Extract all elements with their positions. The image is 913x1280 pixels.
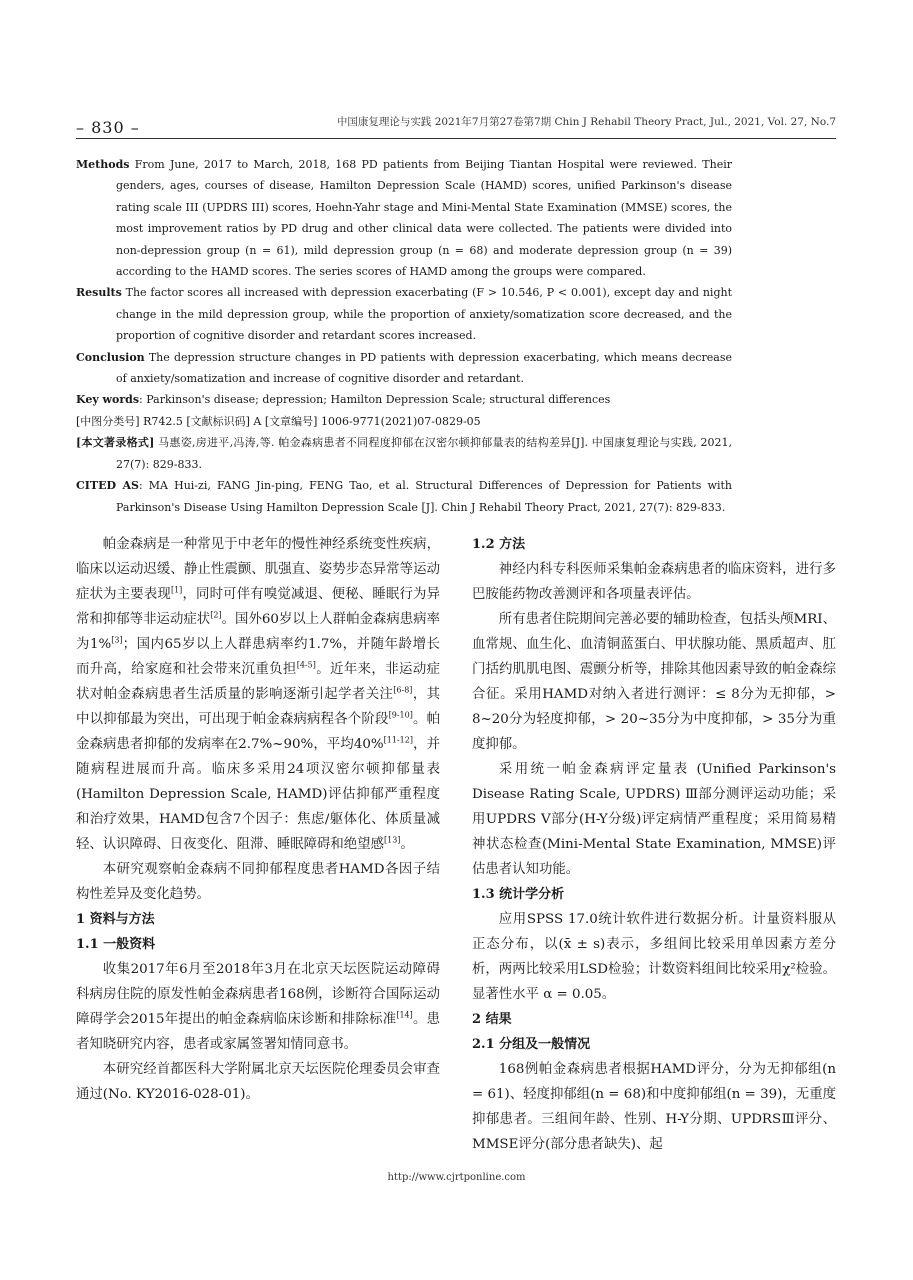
intro-paragraph-2: 本研究观察帕金森病不同抑郁程度患者HAMD各因子结构性差异及变化趋势。 xyxy=(76,862,440,902)
ethics-paragraph: 本研究经首都医科大学附属北京天坛医院伦理委员会审查通过(No. KY2016-028-01)。 xyxy=(76,1062,440,1102)
text-run: 收集2017年6月至2018年3月在北京天坛医院运动障碍科病房住院的原发性帕金森病患者168例，诊断符合国际运动障碍学会2015年提出的帕金森病临床诊断和排除标准 xyxy=(76,962,440,1027)
methods-paragraph-2: 所有患者住院期间完善必要的辅助检查，包括头颅MRI、血常规、血生化、血清铜蓝蛋白、甲状腺功能、黑质超声、肛门括约肌肌电图、震颤分析等，排除其他因素导致的帕金森综合征。采用HAMD对纳入者进行测评：≤ 8分为无抑郁，> 8~20分为轻度抑郁，> 20~35分为中度抑郁，> 35分为重度抑郁。 xyxy=(472,612,836,752)
intro-paragraph-1 xyxy=(76,532,440,857)
page-header xyxy=(76,110,836,139)
section-heading-2-1: 2.1 分组及一般情况 xyxy=(472,1037,591,1052)
results-label: Results xyxy=(76,286,122,300)
text-run: 。患者知晓研究内容，患者或家属签署知情同意书。 xyxy=(76,1012,441,1052)
keywords-label: Key words xyxy=(76,393,140,407)
reference-4-5[interactable]: [4-5] xyxy=(296,660,316,670)
cited-as-label: CITED AS xyxy=(76,479,139,493)
results-paragraph: 168例帕金森病患者根据HAMD评分，分为无抑郁组(n = 61)、轻度抑郁组(n = 68)和中度抑郁组(n = 39)，无重度抑郁患者。三组间年龄、性别、H-Y分期、UPDRSⅢ评分、MMSE评分(部分患者缺失)、起 xyxy=(472,1062,836,1152)
conclusion-text: The depression structure changes in PD patients with depression exacerbating, which means decrease of anxiety/somatization and increase of cognitive disorder and retardant. xyxy=(116,350,732,386)
methods-text: From June, 2017 to March, 2018, 168 PD patients from Beijing Tiantan Hospital were reviewed. Their genders, ages, courses of disease, Hamilton Depression Scale (HAMD) scores, unified Parkinson's disease rating scale III (UPDRS III) scores, Hoehn-Yahr stage and Mini-Mental State Examination (MMSE) scores, the most improvement ratios by PD drug and other clinical data were collected. The patients were divided into non-depression group (n = 61), mild depression group (n = 68) and moderate depression group (n = 39) according to the HAMD scores. The series scores of HAMD among the groups were compared. xyxy=(116,158,732,279)
reference-13[interactable]: [13] xyxy=(383,835,401,845)
general-data-paragraph xyxy=(76,957,440,1057)
section-heading-1-2: 1.2 方法 xyxy=(472,537,526,552)
cited-as-text: : MA Hui-zi, FANG Jin-ping, FENG Tao, et al. Structural Differences of Depression for Patients with Parkinson's Disease Using Hamilton Depression Scale [J]. Chin J Rehabil Theory Pract, 2021, 27(7): 829-833. xyxy=(116,479,732,514)
section-heading-2: 2 结果 xyxy=(472,1012,512,1027)
conclusion-label: Conclusion xyxy=(76,350,145,364)
reference-14[interactable]: [14] xyxy=(396,1010,413,1020)
text-run: 。国外60岁以上人群帕金森病患病率为1% xyxy=(76,612,440,652)
reference-9-10[interactable]: [9-10] xyxy=(388,710,413,720)
text-run: ，并随病程进展而升高。临床多采用24项汉密尔顿抑郁量表(Hamilton Depression Scale, HAMD)评估抑郁严重程度和治疗效果，HAMD包含7个因子：焦虑/躯体化、体质量减轻、认识障碍、日夜变化、阻滞、睡眠障碍和绝望感 xyxy=(76,737,441,852)
results-text: The factor scores all increased with depression exacerbating (F > 10.546, P < 0.001), except day and night change in the mild depression group, while the proportion of anxiety/somatization score decreased, and the proportion of cognitive disorder and retardant scores increased. xyxy=(116,286,732,343)
section-heading-1-3: 1.3 统计学分析 xyxy=(472,887,565,902)
abstract-results xyxy=(76,282,732,346)
footer-url[interactable]: http://www.cjrtponline.com xyxy=(387,1172,526,1183)
text-run: 帕金森病是一种常见于中老年的慢性神经系统变性疾病，临床以运动迟缓、静止性震颤、肌强直、姿势步态异常等运动症状为主要表现 xyxy=(76,537,440,602)
left-column xyxy=(76,532,440,1107)
abstract-methods xyxy=(76,154,732,282)
reference-11-12[interactable]: [11-12] xyxy=(383,735,413,745)
journal-citation: 中国康复理论与实践 2021年7月第27卷第7期 Chin J Rehabil Theory Pract, Jul., 2021, Vol. 27, No.7 xyxy=(336,116,836,128)
keywords xyxy=(76,389,732,410)
statistics-paragraph: 应用SPSS 17.0统计软件进行数据分析。计量资料服从正态分布，以(x̄ ± s)表示，多组间比较采用单因素方差分析，两两比较采用LSD检验；计数资料组间比较采用χ²检验。显著性水平 α = 0.05。 xyxy=(472,912,836,1002)
section-heading-1: 1 资料与方法 xyxy=(76,912,155,927)
cited-as xyxy=(76,475,732,518)
methods-label: Methods xyxy=(76,158,130,171)
english-abstract xyxy=(76,154,732,518)
keywords-text: : Parkinson's disease; depression; Hamilton Depression Scale; structural differences xyxy=(139,393,611,407)
text-run: ，同时可伴有嗅觉减退、便秘、睡眠行为异常和抑郁等非运动症状 xyxy=(76,587,441,627)
text-run: ；国内65岁以上人群患病率约1.7%，并随年龄增长而升高，给家庭和社会带来沉重负担 xyxy=(76,637,440,677)
text-run: 。 xyxy=(400,837,414,852)
reference-3[interactable]: [3] xyxy=(111,635,123,645)
reference-6-8[interactable]: [6-8] xyxy=(393,685,413,695)
page-number: – 830 – xyxy=(76,118,140,137)
citation-chinese xyxy=(76,432,732,475)
text-run: 。近年来，非运动症状对帕金森病患者生活质量的影响逐渐引起学者关注 xyxy=(76,662,440,702)
classification-info: [中图分类号] R742.5 [文献标识码] A [文章编号] 1006-9771(2021)07-0829-05 xyxy=(76,414,481,428)
methods-paragraph-3: 采用统一帕金森病评定量表 (Unified Parkinson's Disease Rating Scale, UPDRS) Ⅲ部分测评运动功能；采用UPDRS Ⅴ部分(H-Y分级)评定病情严重程度；采用简易精神状态检查(Mini-Mental State Examination, MMSE)评估患者认知功能。 xyxy=(472,762,836,877)
reference-1[interactable]: [1] xyxy=(170,585,183,595)
text-run: ，其中以抑郁最为突出，可出现于帕金森病病程各个阶段 xyxy=(76,687,441,727)
citation-chinese-label: [本文著录格式] xyxy=(76,436,155,450)
abstract-conclusion xyxy=(76,347,732,390)
section-heading-1-1: 1.1 一般资料 xyxy=(76,937,156,952)
right-column xyxy=(472,532,836,1157)
reference-2[interactable]: [2] xyxy=(210,610,222,620)
methods-paragraph-1: 神经内科专科医师采集帕金森病患者的临床资料，进行多巴胺能药物改善测评和各项量表评估。 xyxy=(472,562,836,602)
citation-chinese-text: 马惠姿,房进平,冯涛,等. 帕金森病患者不同程度抑郁在汉密尔顿抑郁量表的结构差异[J]. 中国康复理论与实践, 2021, 27(7): 829-833. xyxy=(116,436,732,471)
text-run: 。帕金森病患者抑郁的发病率在2.7%~90%，平均40% xyxy=(76,712,441,752)
